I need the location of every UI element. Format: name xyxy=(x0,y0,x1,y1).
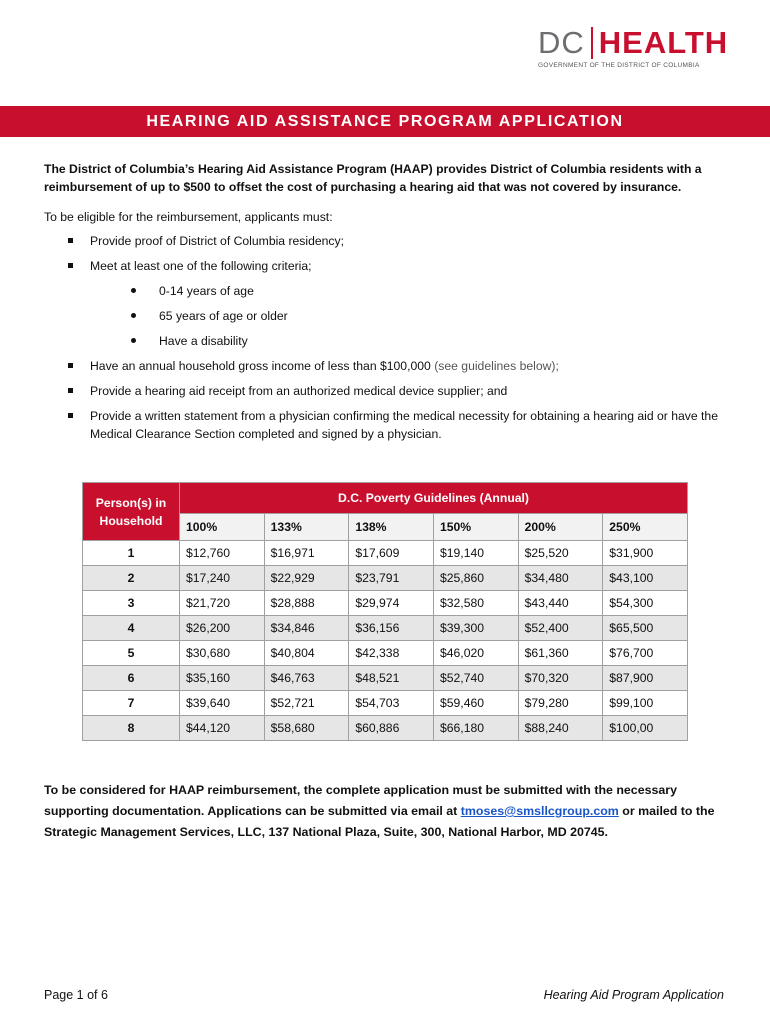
eligibility-item-physician: Provide a written statement from a physician confirming the medical necessity for obtaining a hearing aid or have the Medical Clearance Section completed and signed by a physician. xyxy=(44,407,734,443)
eligibility-item-receipt: Provide a hearing aid receipt from an authorized medical device supplier; and xyxy=(44,382,734,400)
table-cell: $40,804 xyxy=(264,641,349,666)
footer-title: Hearing Aid Program Application xyxy=(543,988,724,1002)
table-cell: $39,640 xyxy=(180,691,265,716)
table-cell: $12,760 xyxy=(180,541,265,566)
table-cell: $26,200 xyxy=(180,616,265,641)
table-cell: $43,440 xyxy=(518,591,603,616)
persons-cell: 6 xyxy=(83,666,180,691)
logo-wordmark xyxy=(538,26,748,60)
table-cell: $52,400 xyxy=(518,616,603,641)
table-cell: $88,240 xyxy=(518,716,603,741)
logo-dc-text: DC xyxy=(538,25,585,60)
criteria-item-age-senior: 65 years of age or older xyxy=(131,307,734,325)
eligibility-item-residency: Provide proof of District of Columbia residency; xyxy=(44,232,734,250)
table-cell: $46,763 xyxy=(264,666,349,691)
criteria-lead: Meet at least one of the following criteria; xyxy=(90,259,312,273)
column-header: 250% xyxy=(603,514,688,541)
table-cell: $35,160 xyxy=(180,666,265,691)
table-row xyxy=(83,716,688,741)
criteria-list xyxy=(90,282,734,350)
table-row xyxy=(83,666,688,691)
table-cell: $23,791 xyxy=(349,566,434,591)
guidelines-header: D.C. Poverty Guidelines (Annual) xyxy=(180,483,688,514)
persons-cell: 8 xyxy=(83,716,180,741)
table-cell: $42,338 xyxy=(349,641,434,666)
closing-text-after: or mailed to the Strategic Management Services, LLC, 137 National Plaza, Suite, 300, National Harbor, MD 20745. xyxy=(44,804,715,839)
table-cell: $100,00 xyxy=(603,716,688,741)
table-cell: $32,580 xyxy=(433,591,518,616)
eligibility-lead: To be eligible for the reimbursement, applicants must: xyxy=(44,210,333,224)
table-cell: $44,120 xyxy=(180,716,265,741)
eligibility-item-income xyxy=(44,357,734,375)
column-header: 150% xyxy=(433,514,518,541)
table-cell: $21,720 xyxy=(180,591,265,616)
table-cell: $70,320 xyxy=(518,666,603,691)
table-cell: $54,300 xyxy=(603,591,688,616)
table-cell: $36,156 xyxy=(349,616,434,641)
table-cell: $52,721 xyxy=(264,691,349,716)
persons-cell: 5 xyxy=(83,641,180,666)
table-cell: $46,020 xyxy=(433,641,518,666)
income-note: (see guidelines below); xyxy=(430,359,559,373)
poverty-guidelines-table xyxy=(82,482,688,741)
table-row xyxy=(83,616,688,641)
table-row xyxy=(83,691,688,716)
main-content xyxy=(44,160,734,450)
eligibility-item-criteria xyxy=(44,257,734,350)
table-cell: $60,886 xyxy=(349,716,434,741)
persons-cell: 3 xyxy=(83,591,180,616)
table-cell: $22,929 xyxy=(264,566,349,591)
table-cell: $66,180 xyxy=(433,716,518,741)
table-cell: $25,860 xyxy=(433,566,518,591)
table-cell: $17,240 xyxy=(180,566,265,591)
table-cell: $76,700 xyxy=(603,641,688,666)
persons-cell: 4 xyxy=(83,616,180,641)
column-header: 200% xyxy=(518,514,603,541)
eligibility-list xyxy=(44,232,734,443)
criteria-item-disability: Have a disability xyxy=(131,332,734,350)
table-cell: $52,740 xyxy=(433,666,518,691)
page-number: Page 1 of 6 xyxy=(44,988,108,1002)
table-cell: $29,974 xyxy=(349,591,434,616)
table-row xyxy=(83,541,688,566)
intro-paragraph: The District of Columbia’s Hearing Aid Assistance Program (HAAP) provides District of Columbia residents with a reimbursement of up to $500 to offset the cost of purchasing a hearing aid that was not covered by insurance. xyxy=(44,162,702,194)
table-cell: $28,888 xyxy=(264,591,349,616)
table-cell: $48,521 xyxy=(349,666,434,691)
table-cell: $25,520 xyxy=(518,541,603,566)
title-banner: HEARING AID ASSISTANCE PROGRAM APPLICATION xyxy=(0,106,770,137)
table-cell: $34,480 xyxy=(518,566,603,591)
logo-health-text: HEALTH xyxy=(598,25,729,60)
logo-subtitle: GOVERNMENT OF THE DISTRICT OF COLUMBIA xyxy=(538,62,700,69)
column-header: 100% xyxy=(180,514,265,541)
table-cell: $87,900 xyxy=(603,666,688,691)
table-cell: $17,609 xyxy=(349,541,434,566)
submission-instructions xyxy=(44,780,734,843)
table-row xyxy=(83,591,688,616)
persons-cell: 7 xyxy=(83,691,180,716)
table-cell: $59,460 xyxy=(433,691,518,716)
table-cell: $65,500 xyxy=(603,616,688,641)
table-cell: $19,140 xyxy=(433,541,518,566)
table-cell: $31,900 xyxy=(603,541,688,566)
persons-cell: 1 xyxy=(83,541,180,566)
table-cell: $34,846 xyxy=(264,616,349,641)
table-row xyxy=(83,566,688,591)
column-header: 138% xyxy=(349,514,434,541)
table-cell: $61,360 xyxy=(518,641,603,666)
table-cell: $58,680 xyxy=(264,716,349,741)
table-cell: $43,100 xyxy=(603,566,688,591)
table-row xyxy=(83,641,688,666)
table-cell: $79,280 xyxy=(518,691,603,716)
table-cell: $54,703 xyxy=(349,691,434,716)
column-header: 133% xyxy=(264,514,349,541)
table-cell: $16,971 xyxy=(264,541,349,566)
closing-text-before: To be considered for HAAP reimbursement, the complete application must be submitted with the necessary supporting documentation. Applications can be submitted via email at xyxy=(44,783,677,818)
email-link[interactable]: tmoses@smsllcgroup.com xyxy=(460,804,619,818)
income-text: Have an annual household gross income of less than $100,000 xyxy=(90,359,431,373)
table-cell: $99,100 xyxy=(603,691,688,716)
persons-cell: 2 xyxy=(83,566,180,591)
household-header: Person(s) in Household xyxy=(83,483,180,541)
logo-divider xyxy=(591,27,593,59)
table-cell: $30,680 xyxy=(180,641,265,666)
dc-health-logo xyxy=(538,26,748,69)
criteria-item-age-young: 0-14 years of age xyxy=(131,282,734,300)
table-cell: $39,300 xyxy=(433,616,518,641)
